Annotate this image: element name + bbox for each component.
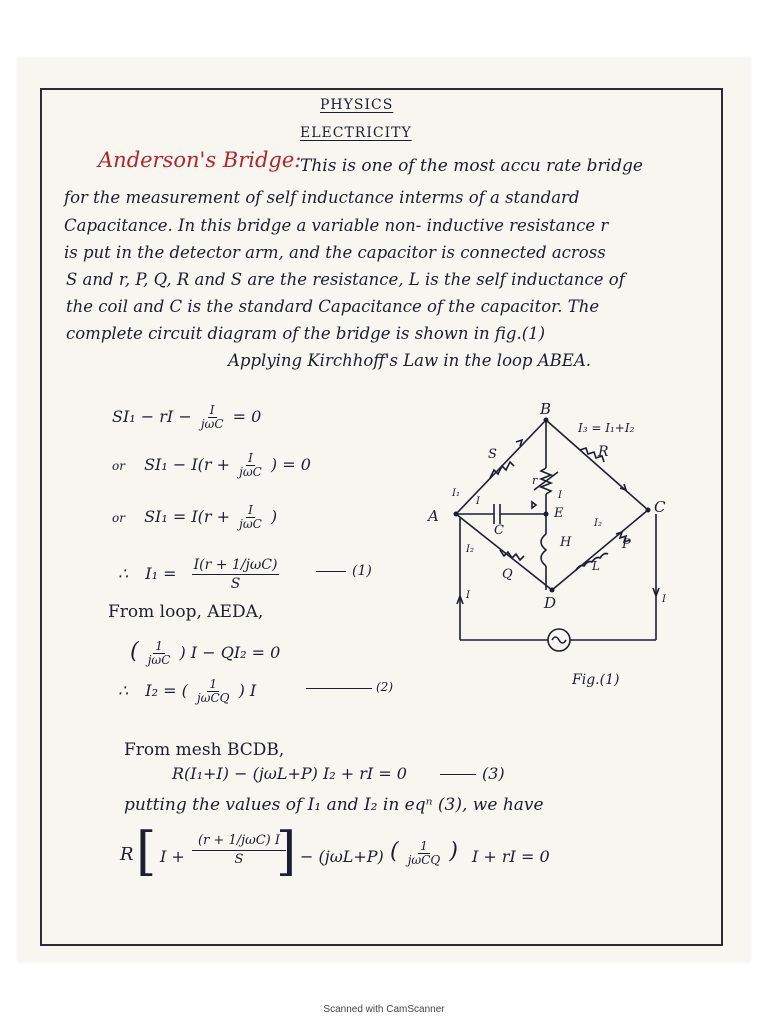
mesh-bcdb-label: From mesh BCDB,: [124, 740, 285, 760]
eq7-dash: [440, 774, 476, 775]
node-c-dot: [646, 508, 651, 513]
eq3-num: I: [248, 503, 253, 517]
intro-line-2: for the measurement of self inductance interms of a standard: [64, 188, 580, 207]
eq5-fraction: [146, 640, 173, 667]
i1-current-label: I₁: [452, 488, 460, 499]
eq5-open: (: [130, 639, 139, 664]
anderson-bridge-circuit: [420, 398, 710, 698]
intro-line-3: Capacitance. In this bridge a variable non- inductive resistance r: [64, 216, 609, 235]
eq8-small-fraction-wrap: [390, 840, 458, 867]
intro-line-8: Applying Kirchhoff's Law in the loop ABEA.: [228, 351, 591, 370]
eq6-fraction: [195, 678, 232, 705]
i3-current-label: I₃ = I₁+I₂: [578, 421, 635, 435]
equation-1: [112, 404, 261, 431]
node-b-dot: [544, 418, 549, 423]
eq5-den: jωC: [147, 653, 171, 667]
eq8-i: I +: [160, 847, 185, 866]
eq4-den: S: [230, 576, 241, 592]
node-d-dot: [550, 588, 555, 593]
eq8-frac-num: 1: [420, 839, 428, 853]
eq8-den: S: [234, 852, 244, 867]
node-d-label: D: [544, 594, 557, 612]
eq8-num: (r + 1/jωC) I: [192, 832, 286, 851]
label-r: R: [598, 444, 609, 460]
eq6-num: 1: [209, 677, 218, 691]
eq4-dash: [316, 571, 346, 572]
label-h: H: [560, 535, 572, 550]
label-l: L: [592, 559, 600, 573]
eq7-tag: (3): [482, 764, 505, 783]
eq8-paren-close: ): [449, 839, 458, 864]
i2-current-label: I₂: [466, 544, 474, 555]
eq1-fraction: [199, 404, 226, 431]
eq8-paren-open: (: [390, 839, 399, 864]
eq4-num: I(r + 1/jωC): [193, 557, 278, 573]
eq6-dash: [306, 688, 372, 689]
eq6-therefore: ∴: [118, 681, 129, 700]
equation-4: [118, 556, 281, 593]
eq4-lhs: I₁ =: [145, 564, 177, 583]
node-e-dot: [544, 512, 549, 517]
figure-caption: Fig.(1): [572, 672, 620, 688]
node-b-label: B: [540, 400, 552, 418]
eq6-lhs: I₂ = (: [145, 681, 188, 700]
i-current-label-right: I: [662, 594, 666, 605]
eq2-den: jωC: [239, 465, 262, 479]
eq5-num: 1: [155, 639, 163, 653]
i-current-label-left: I: [466, 590, 470, 601]
eq8-middle: − (jωL+P): [300, 847, 384, 866]
eq2-fraction: [237, 452, 264, 479]
node-e-label: E: [554, 506, 564, 521]
intro-line-5: S and r, P, Q, R and S are the resistance, L is the self inductance of: [66, 270, 625, 289]
subject-heading: PHYSICS: [320, 97, 394, 113]
intro-line-1: This is one of the most accu rate bridge: [300, 156, 643, 176]
loop-aeda-label: From loop, AEDA,: [108, 602, 264, 622]
section-title: Anderson's Bridge:: [98, 148, 302, 172]
label-q: Q: [502, 567, 513, 582]
eq8-fraction: [192, 832, 286, 869]
label-c: C: [494, 523, 504, 538]
eq5-rhs: ) I − QI₂ = 0: [179, 643, 281, 662]
scanner-watermark: Scanned with CamScanner: [323, 1004, 445, 1015]
arrow-current-be: [532, 502, 536, 508]
intro-line-7: complete circuit diagram of the bridge is shown in fig.(1): [66, 324, 546, 343]
equation-7: R(I₁+I) − (jωL+P) I₂ + rI = 0: [172, 764, 407, 783]
eq8-end: I + rI = 0: [472, 847, 550, 866]
intro-line-4: is put in the detector arm, and the capacitor is connected across: [64, 243, 606, 262]
equation-2: [112, 452, 311, 479]
label-p: P: [622, 537, 631, 552]
putting-values-line: putting the values of I₁ and I₂ in eqⁿ (3), we have: [124, 795, 544, 815]
eq2-or: or: [112, 459, 125, 473]
node-c-label: C: [654, 498, 666, 516]
equation-3: [112, 504, 277, 531]
eq3-den: jωC: [239, 517, 262, 531]
equation-5: [130, 640, 280, 667]
eq6-tag: (2): [376, 680, 393, 694]
ac-source-wave: [552, 637, 566, 643]
eq8-r: R: [120, 844, 134, 865]
label-s: S: [488, 447, 497, 462]
eq3-fraction: [237, 504, 264, 531]
eq4-fraction: [192, 556, 280, 593]
topic-heading: ELECTRICITY: [300, 125, 412, 141]
eq1-den: jωC: [200, 417, 224, 431]
eq4-therefore: ∴: [118, 564, 129, 583]
eq8-small-fraction: [406, 840, 443, 867]
variable-resistor-arrow: [534, 472, 558, 490]
eq1-num: I: [209, 403, 215, 417]
intro-line-6: the coil and C is the standard Capacitance of the capacitor. The: [66, 297, 600, 316]
eq1-rhs: = 0: [232, 407, 262, 426]
i-current-label-be: I: [558, 490, 562, 501]
eq3-rhs: ): [270, 507, 278, 526]
eq8-right-bracket: ]: [276, 822, 297, 882]
eq6-den: jωCQ: [196, 691, 230, 705]
eq8-frac-den: jωCQ: [407, 853, 441, 867]
i-current-label-ae: I: [476, 496, 480, 507]
equation-6: [118, 678, 256, 705]
node-a-dot: [454, 512, 459, 517]
eq8-big-fraction: [190, 832, 288, 869]
eq4-tag: (1): [352, 563, 372, 579]
eq2-num: I: [248, 451, 253, 465]
eq1-lhs: SI₁ − rI −: [112, 407, 192, 426]
label-r-small: r: [532, 474, 538, 487]
arrow-current-ab: [516, 440, 522, 446]
detector-h: [541, 534, 546, 566]
eq3-lhs: SI₁ = I(r +: [144, 507, 231, 526]
eq8-left-bracket: [: [136, 822, 157, 882]
i2-current-label-cd: I₂: [594, 518, 602, 529]
eq2-lhs: SI₁ − I(r +: [144, 455, 231, 474]
eq2-rhs: ) = 0: [270, 455, 311, 474]
node-a-label: A: [428, 507, 439, 525]
eq6-rhs: ) I: [238, 681, 257, 700]
eq3-or: or: [112, 511, 125, 525]
